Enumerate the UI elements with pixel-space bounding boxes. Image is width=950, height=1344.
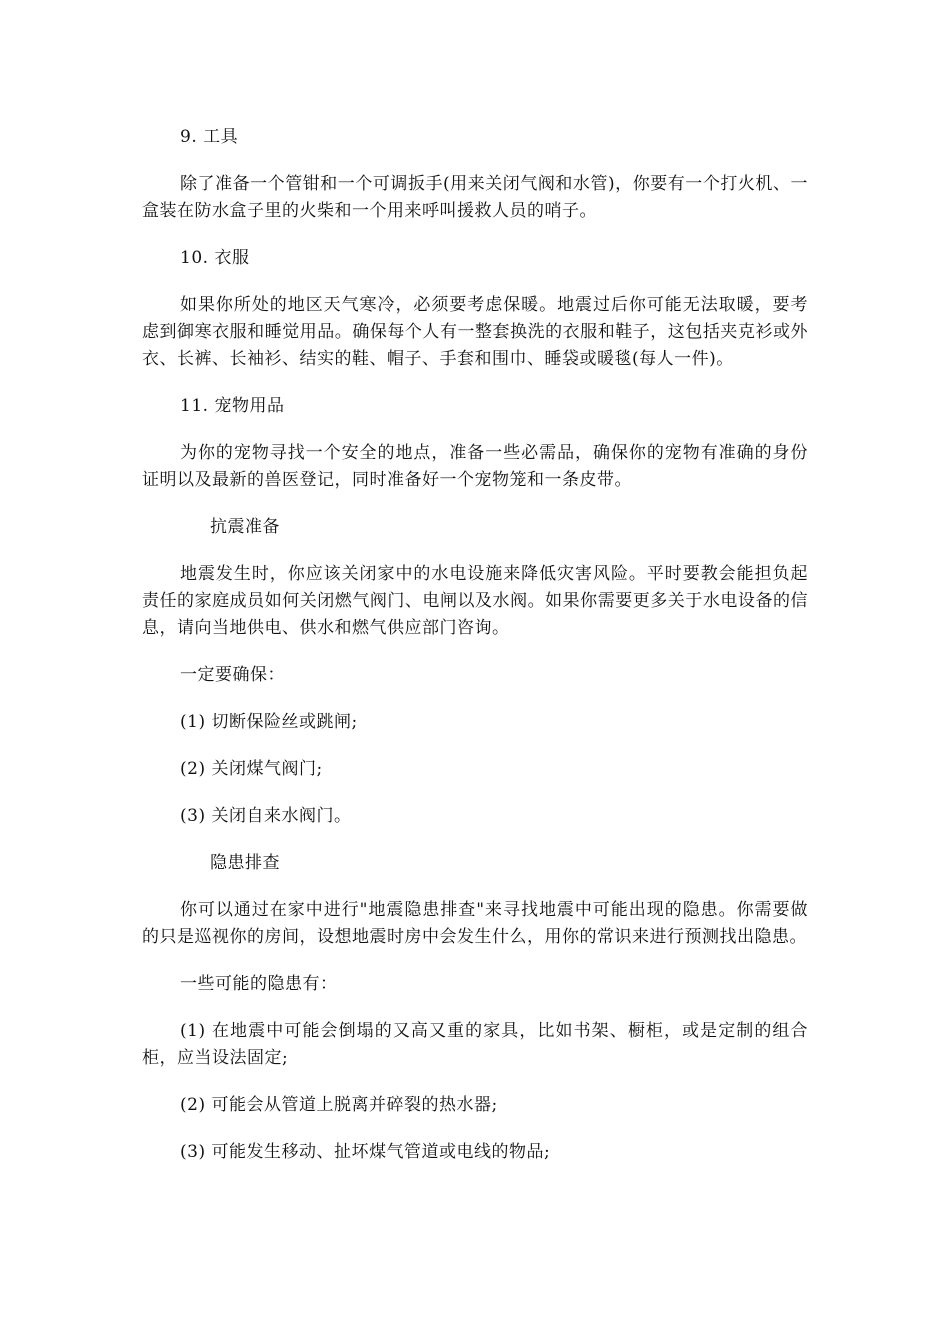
list-item: (2) 可能会从管道上脱离并碎裂的热水器;	[180, 1095, 498, 1115]
paragraph-quake-prep: 地震发生时，你应该关闭家中的水电设施来降低灾害风险。平时要教会能担负起责任的家庭成员如何关闭燃气阀门、电闸以及水阀。如果你需要更多关于水电设备的信息，请向当地供电、供水和燃气供应部门咨询。	[142, 564, 808, 638]
list-item: (3) 可能发生移动、扯坏煤气管道或电线的物品;	[180, 1142, 551, 1162]
section-heading-hazard-check: 隐患排查	[210, 853, 280, 873]
list-item: (1) 在地震中可能会倒塌的又高又重的家具，比如书架、橱柜，或是定制的组合柜，应当设法固定;	[142, 1021, 808, 1068]
section-heading-pets: 11. 宠物用品	[180, 396, 285, 416]
paragraph-pets: 为你的宠物寻找一个安全的地点，准备一些必需品，确保你的宠物有准确的身份证明以及最新的兽医登记，同时准备好一个宠物笼和一条皮带。	[142, 443, 808, 490]
section-heading-tools: 9. 工具	[180, 127, 239, 147]
list-item: (1) 切断保险丝或跳闸;	[180, 712, 358, 732]
paragraph-possible-hazards: 一些可能的隐患有：	[180, 974, 338, 994]
document-body	[142, 124, 808, 1186]
paragraph-ensure: 一定要确保：	[180, 665, 285, 685]
paragraph-hazard-check: 你可以通过在家中进行"地震隐患排查"来寻找地震中可能出现的隐患。你需要做的只是巡视你的房间，设想地震时房中会发生什么，用你的常识来进行预测找出隐患。	[142, 900, 808, 947]
paragraph-clothing: 如果你所处的地区天气寒冷，必须要考虑保暖。地震过后你可能无法取暖，要考虑到御寒衣服和睡觉用品。确保每个人有一整套换洗的衣服和鞋子，这包括夹克衫或外衣、长裤、长袖衫、结实的鞋、帽子、手套和围巾、睡袋或暖毯(每人一件)。	[142, 295, 808, 369]
section-heading-quake-prep: 抗震准备	[210, 517, 280, 537]
section-heading-clothing: 10. 衣服	[180, 248, 250, 268]
list-item: (3) 关闭自来水阀门。	[180, 806, 352, 826]
list-item: (2) 关闭煤气阀门;	[180, 759, 323, 779]
paragraph-tools: 除了准备一个管钳和一个可调扳手(用来关闭气阀和水管)，你要有一个打火机、一盒装在防水盒子里的火柴和一个用来呼叫援救人员的哨子。	[142, 174, 808, 221]
